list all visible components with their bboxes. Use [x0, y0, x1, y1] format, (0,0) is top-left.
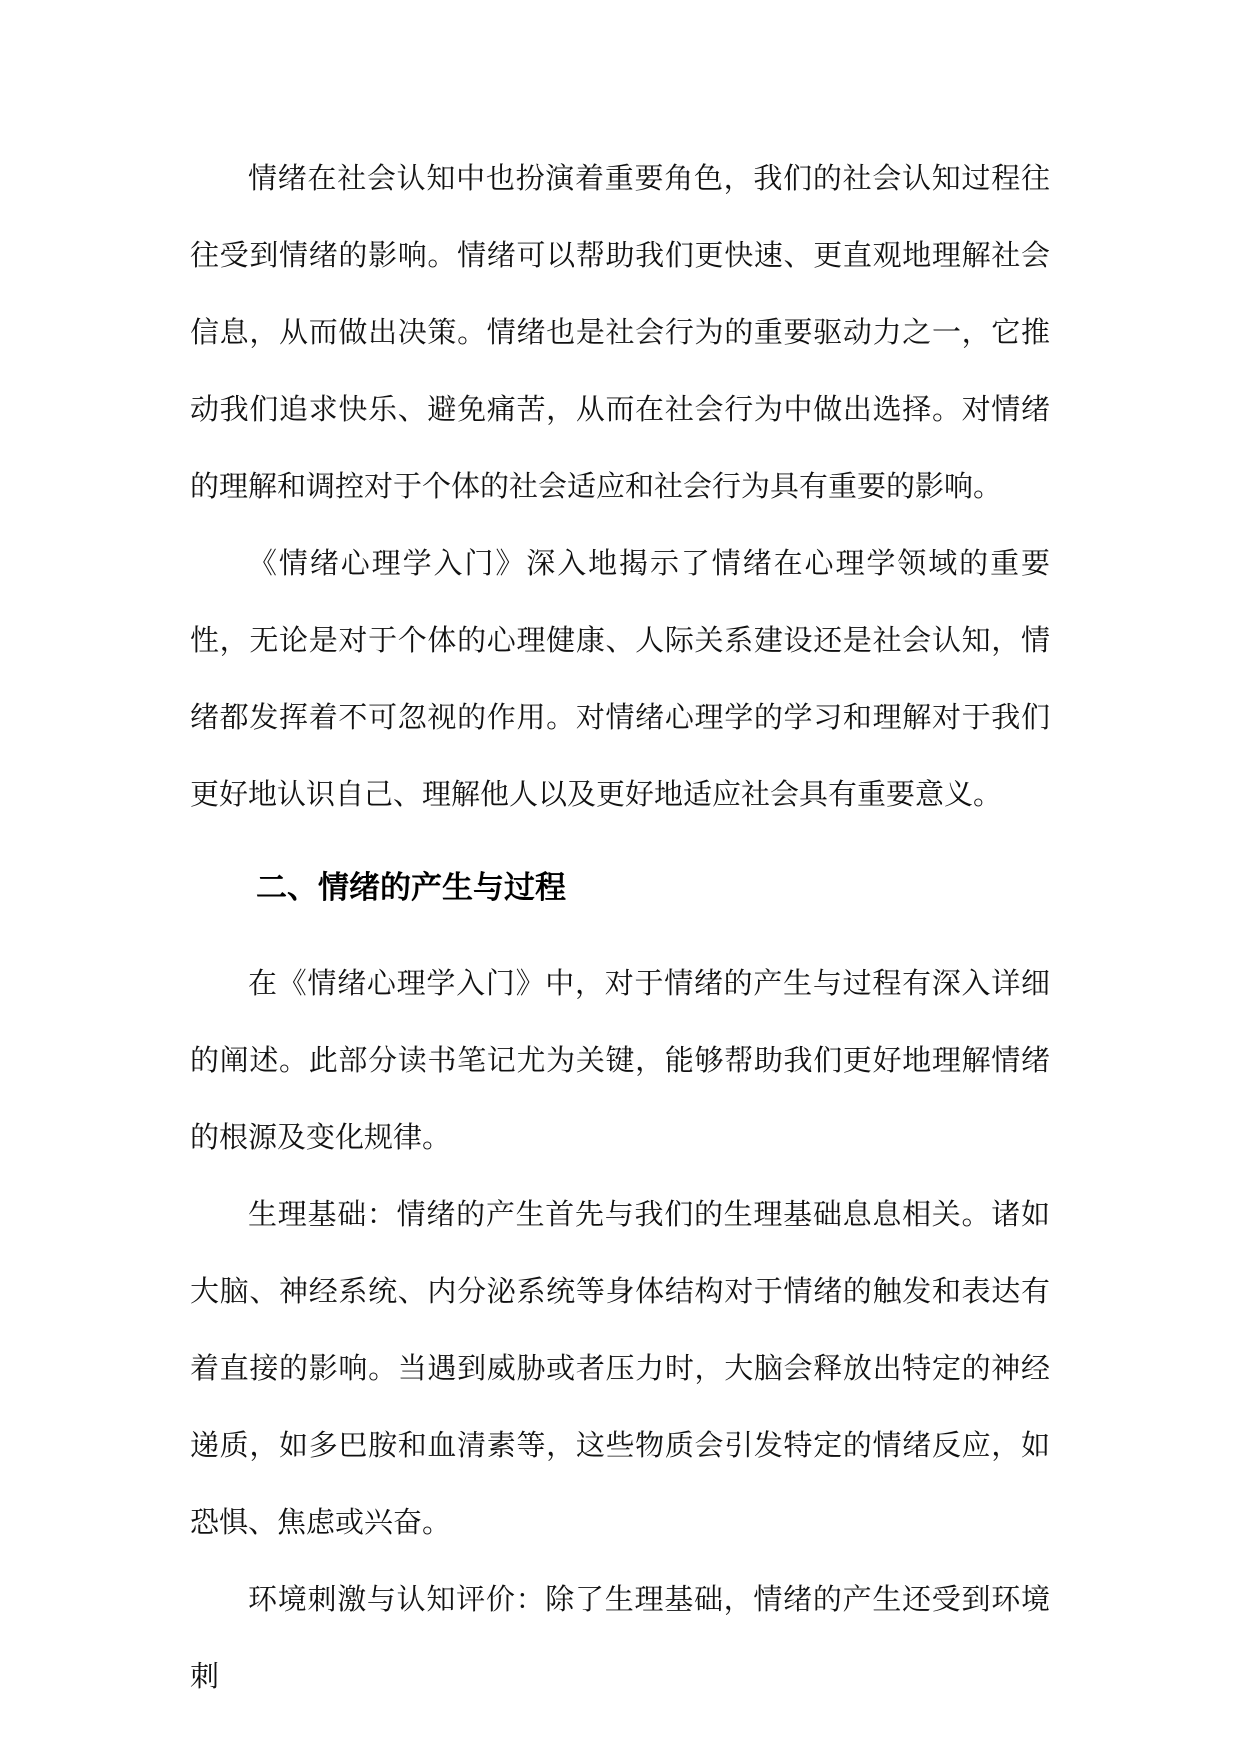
document-body: [190, 140, 1050, 1715]
paragraph-environment-appraisal: 环境刺激与认知评价：除了生理基础，情绪的产生还受到环境刺: [190, 1582, 1050, 1693]
section-heading: 二、情绪的产生与过程: [256, 870, 566, 906]
paragraph-physiological-basis: 生理基础：情绪的产生首先与我们的生理基础息息相关。诸如大脑、神经系统、内分泌系统等身体结构对于情绪的触发和表达有着直接的影响。当遇到威胁或者压力时，大脑会释放出特定的神经递质，如多巴胺和血清素等，这些物质会引发特定的情绪反应，如恐惧、焦虑或兴奋。: [190, 1197, 1050, 1539]
paragraph-section-intro: 在《情绪心理学入门》中，对于情绪的产生与过程有深入详细的阐述。此部分读书笔记尤为关键，能够帮助我们更好地理解情绪的根源及变化规律。: [190, 966, 1050, 1154]
paragraph-social-cognition: 情绪在社会认知中也扮演着重要角色，我们的社会认知过程往往受到情绪的影响。情绪可以帮助我们更快速、更直观地理解社会信息，从而做出决策。情绪也是社会行为的重要驱动力之一，它推动我们追求快乐、避免痛苦，从而在社会行为中做出选择。对情绪的理解和调控对于个体的社会适应和社会行为具有重要的影响。: [190, 161, 1050, 503]
paragraph-book-summary: 《情绪心理学入门》深入地揭示了情绪在心理学领域的重要性，无论是对于个体的心理健康、人际关系建设还是社会认知，情绪都发挥着不可忽视的作用。对情绪心理学的学习和理解对于我们更好地认识自己、理解他人以及更好地适应社会具有重要意义。: [190, 546, 1050, 811]
